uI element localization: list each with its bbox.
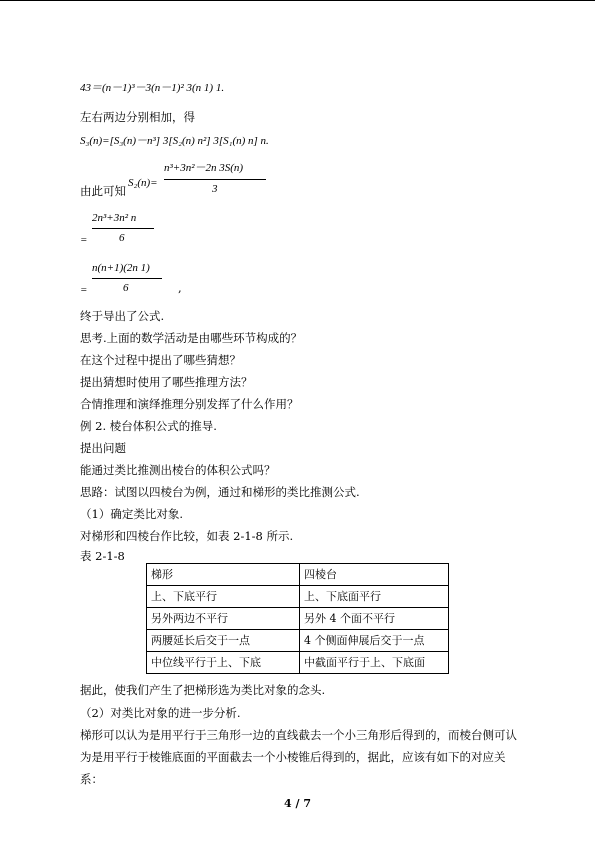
text-line: 对梯形和四棱台作比较，如表 2-1-8 所示. — [80, 529, 294, 543]
table-cell: 4 个侧面伸展后交于一点 — [300, 630, 449, 652]
table-row — [147, 652, 449, 674]
text-line: 终于导出了公式. — [80, 309, 165, 323]
table-header-cell: 四棱台 — [300, 564, 449, 586]
fraction-3-numerator: n(n+1)(2n 1) — [92, 262, 150, 274]
equals-sign-2: = — [80, 284, 88, 296]
text-line: 在这个过程中提出了哪些猜想？ — [80, 353, 241, 367]
equals-sign-1: = — [80, 234, 88, 246]
fraction-2-numerator: 2n³+3n² n — [92, 212, 137, 224]
fraction-3-denominator: 6 — [123, 282, 129, 294]
table-cell: 中位线平行于上、下底 — [147, 652, 300, 674]
table-row — [147, 630, 449, 652]
table-cell: 上、下底面平行 — [300, 586, 449, 608]
text-line: 提出猜想时使用了哪些推理方法？ — [80, 375, 253, 389]
text-line: 例 2. 棱台体积公式的推导. — [80, 419, 217, 433]
text-line: （2）对类比对象的进一步分析. — [80, 706, 241, 720]
table-row — [147, 586, 449, 608]
text-hence: 由此可知 — [80, 184, 126, 198]
text-add-both-sides: 左右两边分别相加，得 — [80, 110, 195, 124]
text-line: 据此，使我们产生了把梯形选为类比对象的念头. — [80, 683, 326, 697]
table-caption: 表 2-1-8 — [80, 549, 125, 563]
fraction-3-bar — [92, 278, 162, 279]
trailing-comma: , — [178, 281, 182, 295]
equation-43: 43＝(n－1)³－3(n－1)² 3(n 1) 1. — [80, 82, 225, 94]
text-line: 能通过类比推测出棱台的体积公式吗？ — [80, 463, 276, 477]
text-line: （1）确定类比对象. — [80, 507, 183, 521]
page-top-border — [0, 0, 595, 1]
table-row — [147, 608, 449, 630]
text-line: 提出问题 — [80, 441, 126, 455]
equation-s2-lhs: S₂(n)= — [128, 177, 158, 189]
text-line: 思路：试图以四棱台为例，通过和梯形的类比推测公式. — [80, 485, 360, 499]
table-header-row — [147, 564, 449, 586]
equation-s3: S₃(n)=[S₃(n)－n³] 3[S₂(n) n²] 3[S₁(n) n] n. — [80, 135, 269, 147]
table-cell: 另外两边不平行 — [147, 608, 300, 630]
comparison-table — [146, 563, 449, 674]
fraction-1-numerator: n³+3n²－2n 3S(n) — [164, 162, 244, 174]
fraction-2-bar — [92, 228, 154, 229]
text-line: 思考.上面的数学活动是由哪些环节构成的？ — [80, 331, 303, 345]
table-cell: 两腰延长后交于一点 — [147, 630, 300, 652]
fraction-1-bar — [164, 179, 266, 180]
table-cell: 中截面平行于上、下底面 — [300, 652, 449, 674]
text-line: 合情推理和演绎推理分别发挥了什么作用？ — [80, 397, 299, 411]
table-cell: 上、下底平行 — [147, 586, 300, 608]
page-number: 4 / 7 — [284, 797, 311, 810]
table-header-cell: 梯形 — [147, 564, 300, 586]
body-paragraph: 梯形可以认为是用平行于三角形一边的直线截去一个小三角形后得到的，而棱台侧可认为是用平行于棱锥底面的平面截去一个小棱锥后得到的，据此，应该有如下的对应关系： — [80, 728, 517, 786]
fraction-1-denominator: 3 — [212, 183, 218, 195]
fraction-2-denominator: 6 — [119, 232, 125, 244]
table-cell: 另外 4 个面不平行 — [300, 608, 449, 630]
